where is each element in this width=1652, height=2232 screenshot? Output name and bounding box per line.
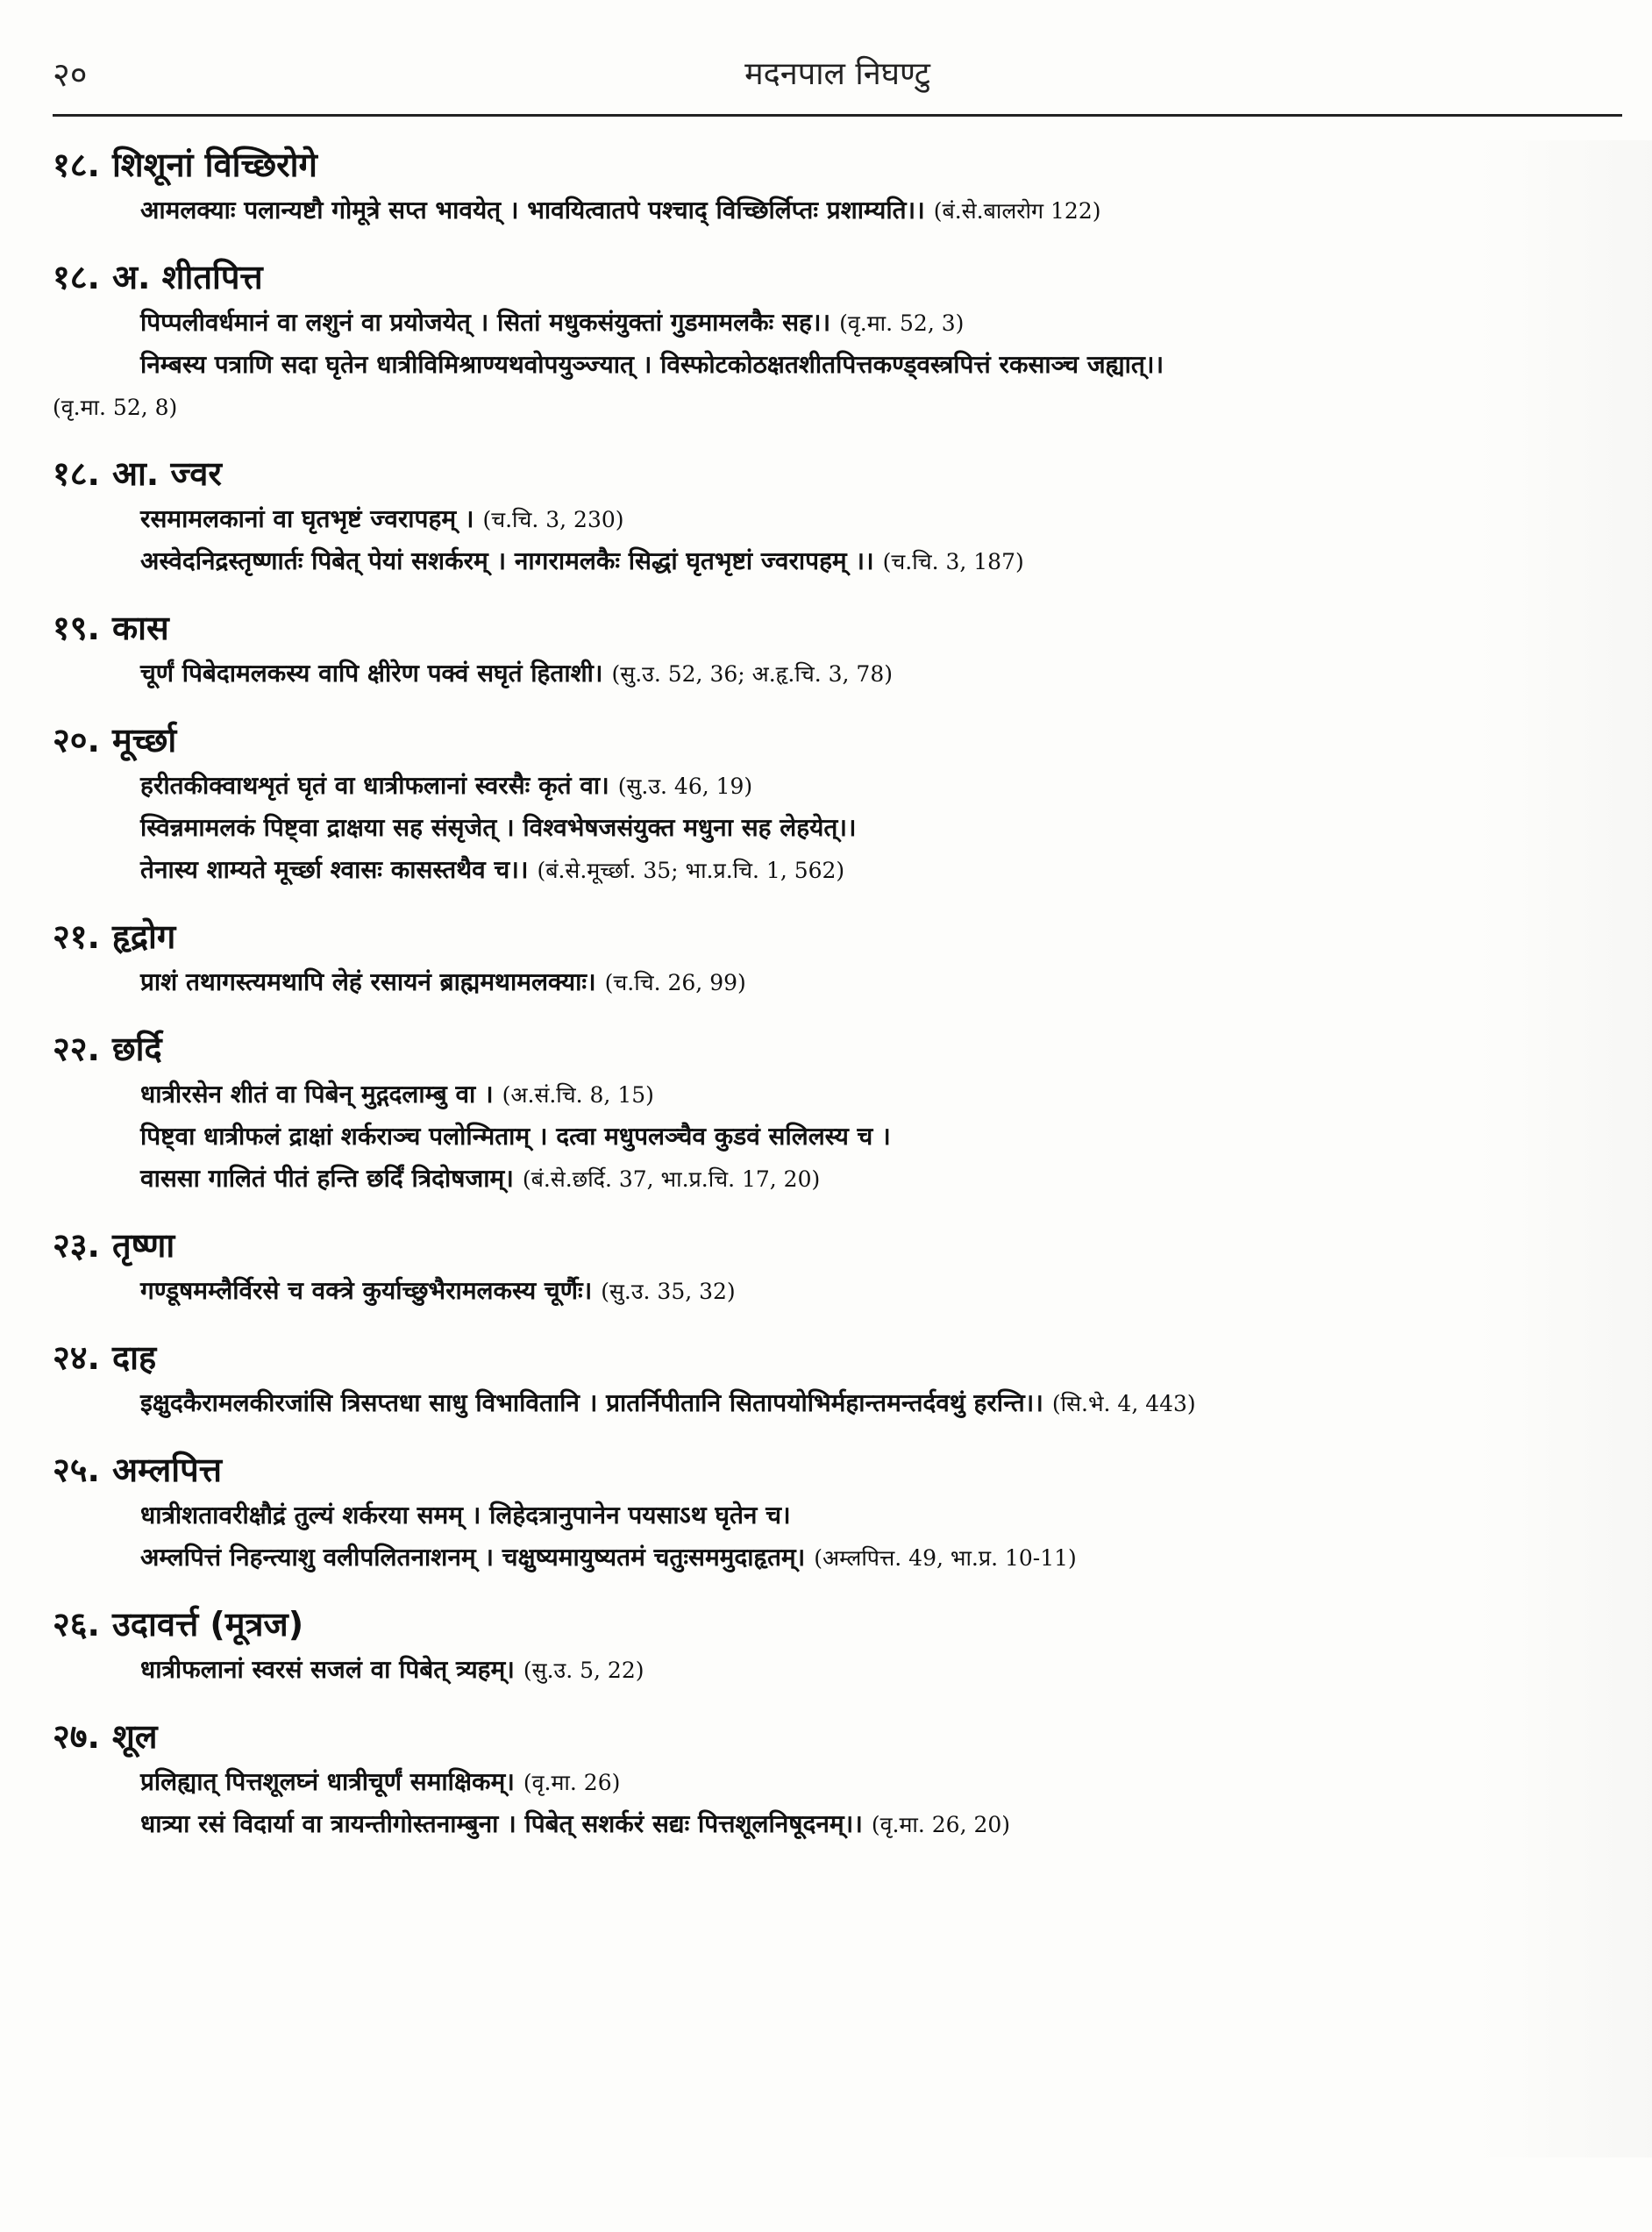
citation-reference: (सु.उ. 46, 19) — [617, 774, 753, 799]
header-rule — [53, 114, 1622, 117]
verse-line — [53, 652, 1622, 695]
section-heading — [53, 253, 1622, 302]
verse-line — [53, 849, 1622, 891]
citation-reference: (अम्लपित्त. 49, भा.प्र. 10-11) — [814, 1545, 1077, 1571]
section-number: २७. — [53, 1717, 100, 1756]
verse-line — [53, 1382, 1622, 1424]
verse-line — [53, 498, 1622, 540]
section-title: छर्दि — [111, 1030, 162, 1068]
section-heading — [53, 1445, 1622, 1494]
citation-reference: (च.चि. 26, 99) — [604, 970, 746, 995]
section-heading — [53, 1600, 1622, 1649]
section-number: १८. — [53, 258, 100, 296]
verse-text: प्राशं तथागस्त्यमथापि लेहं रसायनं ब्राह्ममथामलक्याः। — [140, 967, 596, 996]
verse-line — [53, 1537, 1622, 1579]
verse-text: तेनास्य शाम्यते मूर्च्छा श्वासः कासस्तथैव च।। — [140, 855, 529, 884]
section — [53, 1445, 1622, 1579]
verse-line — [53, 1803, 1622, 1845]
verse-text: हरीतकीक्वाथशृतं घृतं वा धात्रीफलानां स्वरसैः कृतं वा। — [140, 771, 609, 800]
section — [53, 449, 1622, 582]
citation-reference: (च.चि. 3, 187) — [882, 549, 1024, 574]
section — [53, 1600, 1622, 1691]
verse-text: वाससा गालितं पीतं हन्ति छर्दिं त्रिदोषजाम्। — [140, 1164, 514, 1193]
section — [53, 912, 1622, 1003]
section-number: २३. — [53, 1226, 100, 1265]
section-heading — [53, 912, 1622, 961]
section-number: २५. — [53, 1451, 100, 1489]
citation-reference: (वृ.मा. 52, 3) — [839, 310, 965, 336]
verse-line — [53, 189, 1622, 232]
verse-line — [53, 1270, 1622, 1312]
verse-line — [53, 1494, 1622, 1537]
section — [53, 1221, 1622, 1312]
verse-line — [53, 386, 1622, 428]
citation-reference: (बं.से.बालरोग 122) — [933, 198, 1101, 224]
verse-text: स्विन्नमामलकं पिष्ट्वा द्राक्षया सह संसृजेत् । विश्वभेषजसंयुक्त मधुना सह लेहयेत्।। — [140, 813, 857, 842]
section-title: अ. शीतपित्त — [111, 258, 263, 296]
verse-text: पिप्पलीवर्धमानं वा लशुनं वा प्रयोजयेत् । सितां मधुकसंयुक्तां गुडमामलकैः सह।। — [140, 308, 831, 337]
citation-reference: (अ.सं.चि. 8, 15) — [502, 1082, 654, 1108]
section — [53, 1024, 1622, 1200]
verse-line — [53, 1649, 1622, 1691]
verse-text: प्रलिह्यात् पित्तशूलघ्नं धात्रीचूर्णं समाक्षिकम्। — [140, 1767, 515, 1796]
section-number: २०. — [53, 721, 100, 759]
section-heading — [53, 140, 1622, 189]
section-heading — [53, 603, 1622, 652]
verse-text: इक्षुदकैरामलकीरजांसि त्रिसप्तधा साधु विभावितानि । प्रातर्निपीतानि सितापयोभिर्महान्तमन्तर्दवथुं हरन्ति।। — [140, 1388, 1043, 1417]
citation-reference: (सु.उ. 52, 36; अ.हृ.चि. 3, 78) — [611, 661, 893, 687]
section-number: २२. — [53, 1030, 100, 1068]
verse-line — [53, 765, 1622, 807]
verse-text: चूर्णं पिबेदामलकस्य वापि क्षीरेण पक्वं सघृतं हिताशी। — [140, 659, 603, 688]
citation-reference: (वृ.मा. 26, 20) — [871, 1812, 1011, 1837]
verse-text: अम्लपित्तं निहन्त्याशु वलीपलितनाशनम् । चक्षुष्यमायुष्यतमं चतुःसममुदाहृतम्। — [140, 1543, 806, 1572]
citation-reference: (सु.उ. 5, 22) — [523, 1658, 644, 1683]
section-title: आ. ज्वर — [111, 454, 222, 493]
citation-reference: (सु.उ. 35, 32) — [601, 1279, 736, 1304]
section-number: १८. — [53, 146, 100, 184]
verse-text: धात्रीरसेन शीतं वा पिबेन् मुद्गदलाम्बु वा । — [140, 1080, 494, 1109]
section-number: १९. — [53, 609, 100, 647]
verse-line — [53, 1116, 1622, 1158]
section-title: अम्लपित्त — [111, 1451, 222, 1489]
verse-line — [53, 807, 1622, 849]
section — [53, 140, 1622, 232]
verse-text: धात्रीफलानां स्वरसं सजलं वा पिबेत् त्र्यहम्। — [140, 1655, 515, 1684]
section-heading — [53, 449, 1622, 498]
main-content — [53, 140, 1622, 1866]
citation-reference: (वृ.मा. 26) — [523, 1770, 621, 1795]
page-number: २० — [53, 55, 88, 94]
section-title: उदावर्त्त (मूत्रज) — [111, 1605, 304, 1644]
verse-text: गण्डूषमम्लैर्विरसे च वक्त्रे कुर्याच्छुभैरामलकस्य चूर्णैः। — [140, 1276, 593, 1305]
citation-reference: (वृ.मा. 52, 8) — [53, 395, 178, 420]
verse-line — [53, 1761, 1622, 1803]
section-title: मूर्च्छा — [111, 721, 177, 759]
verse-text: रसमामलकानां वा घृतभृष्टं ज्वरापहम् । — [140, 504, 474, 533]
verse-line — [53, 1158, 1622, 1200]
verse-line — [53, 540, 1622, 582]
verse-text: निम्बस्य पत्राणि सदा घृतेन धात्रीविमिश्राण्यथवोपयुञ्ज्यात् । विस्फोटकोठक्षतशीतपित्तकण्ड्वस्त्रपित्तं रकसाञ्च जह्यात्।। — [140, 350, 1164, 379]
section — [53, 1712, 1622, 1845]
section-heading — [53, 1712, 1622, 1761]
citation-reference: (बं.से.मूर्च्छा. 35; भा.प्र.चि. 1, 562) — [537, 858, 845, 883]
verse-line — [53, 1073, 1622, 1116]
section-number: २६. — [53, 1605, 100, 1644]
section-heading — [53, 1024, 1622, 1073]
section-title: कास — [111, 609, 169, 647]
section-title: शिशूनां विच्छिरोगे — [111, 146, 317, 184]
verse-line — [53, 302, 1622, 344]
verse-line — [53, 344, 1622, 386]
verse-text: पिष्ट्वा धात्रीफलं द्राक्षां शर्कराञ्च पलोन्मिताम् । दत्वा मधुपलञ्चैव कुडवं सलिलस्य च । — [140, 1122, 891, 1151]
section-title: तृष्णा — [111, 1226, 175, 1265]
citation-reference: (बं.से.छर्दि. 37, भा.प्र.चि. 17, 20) — [522, 1166, 821, 1192]
section-number: १८. — [53, 454, 100, 493]
book-title: मदनपाल निघण्टु — [744, 56, 930, 92]
verse-line — [53, 961, 1622, 1003]
verse-text: धात्रीशतावरीक्षौद्रं तुल्यं शर्करया समम् । लिहेदत्रानुपानेन पयसाऽथ घृतेन च। — [140, 1501, 791, 1530]
section-heading — [53, 1221, 1622, 1270]
section — [53, 716, 1622, 891]
section — [53, 253, 1622, 428]
running-head — [53, 46, 1622, 107]
section-heading — [53, 716, 1622, 765]
section-number: २१. — [53, 917, 100, 956]
citation-reference: (च.चि. 3, 230) — [482, 507, 624, 532]
section-heading — [53, 1333, 1622, 1382]
section — [53, 1333, 1622, 1424]
verse-text: आमलक्याः पलान्यष्टौ गोमूत्रे सप्त भावयेत् । भावयित्वातपे पश्चाद् विच्छिर्लिप्तः प्रशाम्यति।। — [140, 196, 925, 225]
section-title: दाह — [111, 1338, 157, 1377]
verse-text: धात्र्या रसं विदार्या वा त्रायन्तीगोस्तनाम्बुना । पिबेत् सशर्करं सद्यः पित्तशूलनिषूदनम्।। — [140, 1809, 863, 1838]
section-title: शूल — [111, 1717, 158, 1756]
section-number: २४. — [53, 1338, 100, 1377]
section — [53, 603, 1622, 695]
section-title: हृद्रोग — [111, 917, 176, 956]
verse-text: अस्वेदनिद्रस्तृष्णार्तः पिबेत् पेयां सशर्करम् । नागरामलकैः सिद्धां घृतभृष्टां ज्वरापहम् ।। — [140, 546, 874, 575]
citation-reference: (सि.भे. 4, 443) — [1051, 1391, 1196, 1416]
